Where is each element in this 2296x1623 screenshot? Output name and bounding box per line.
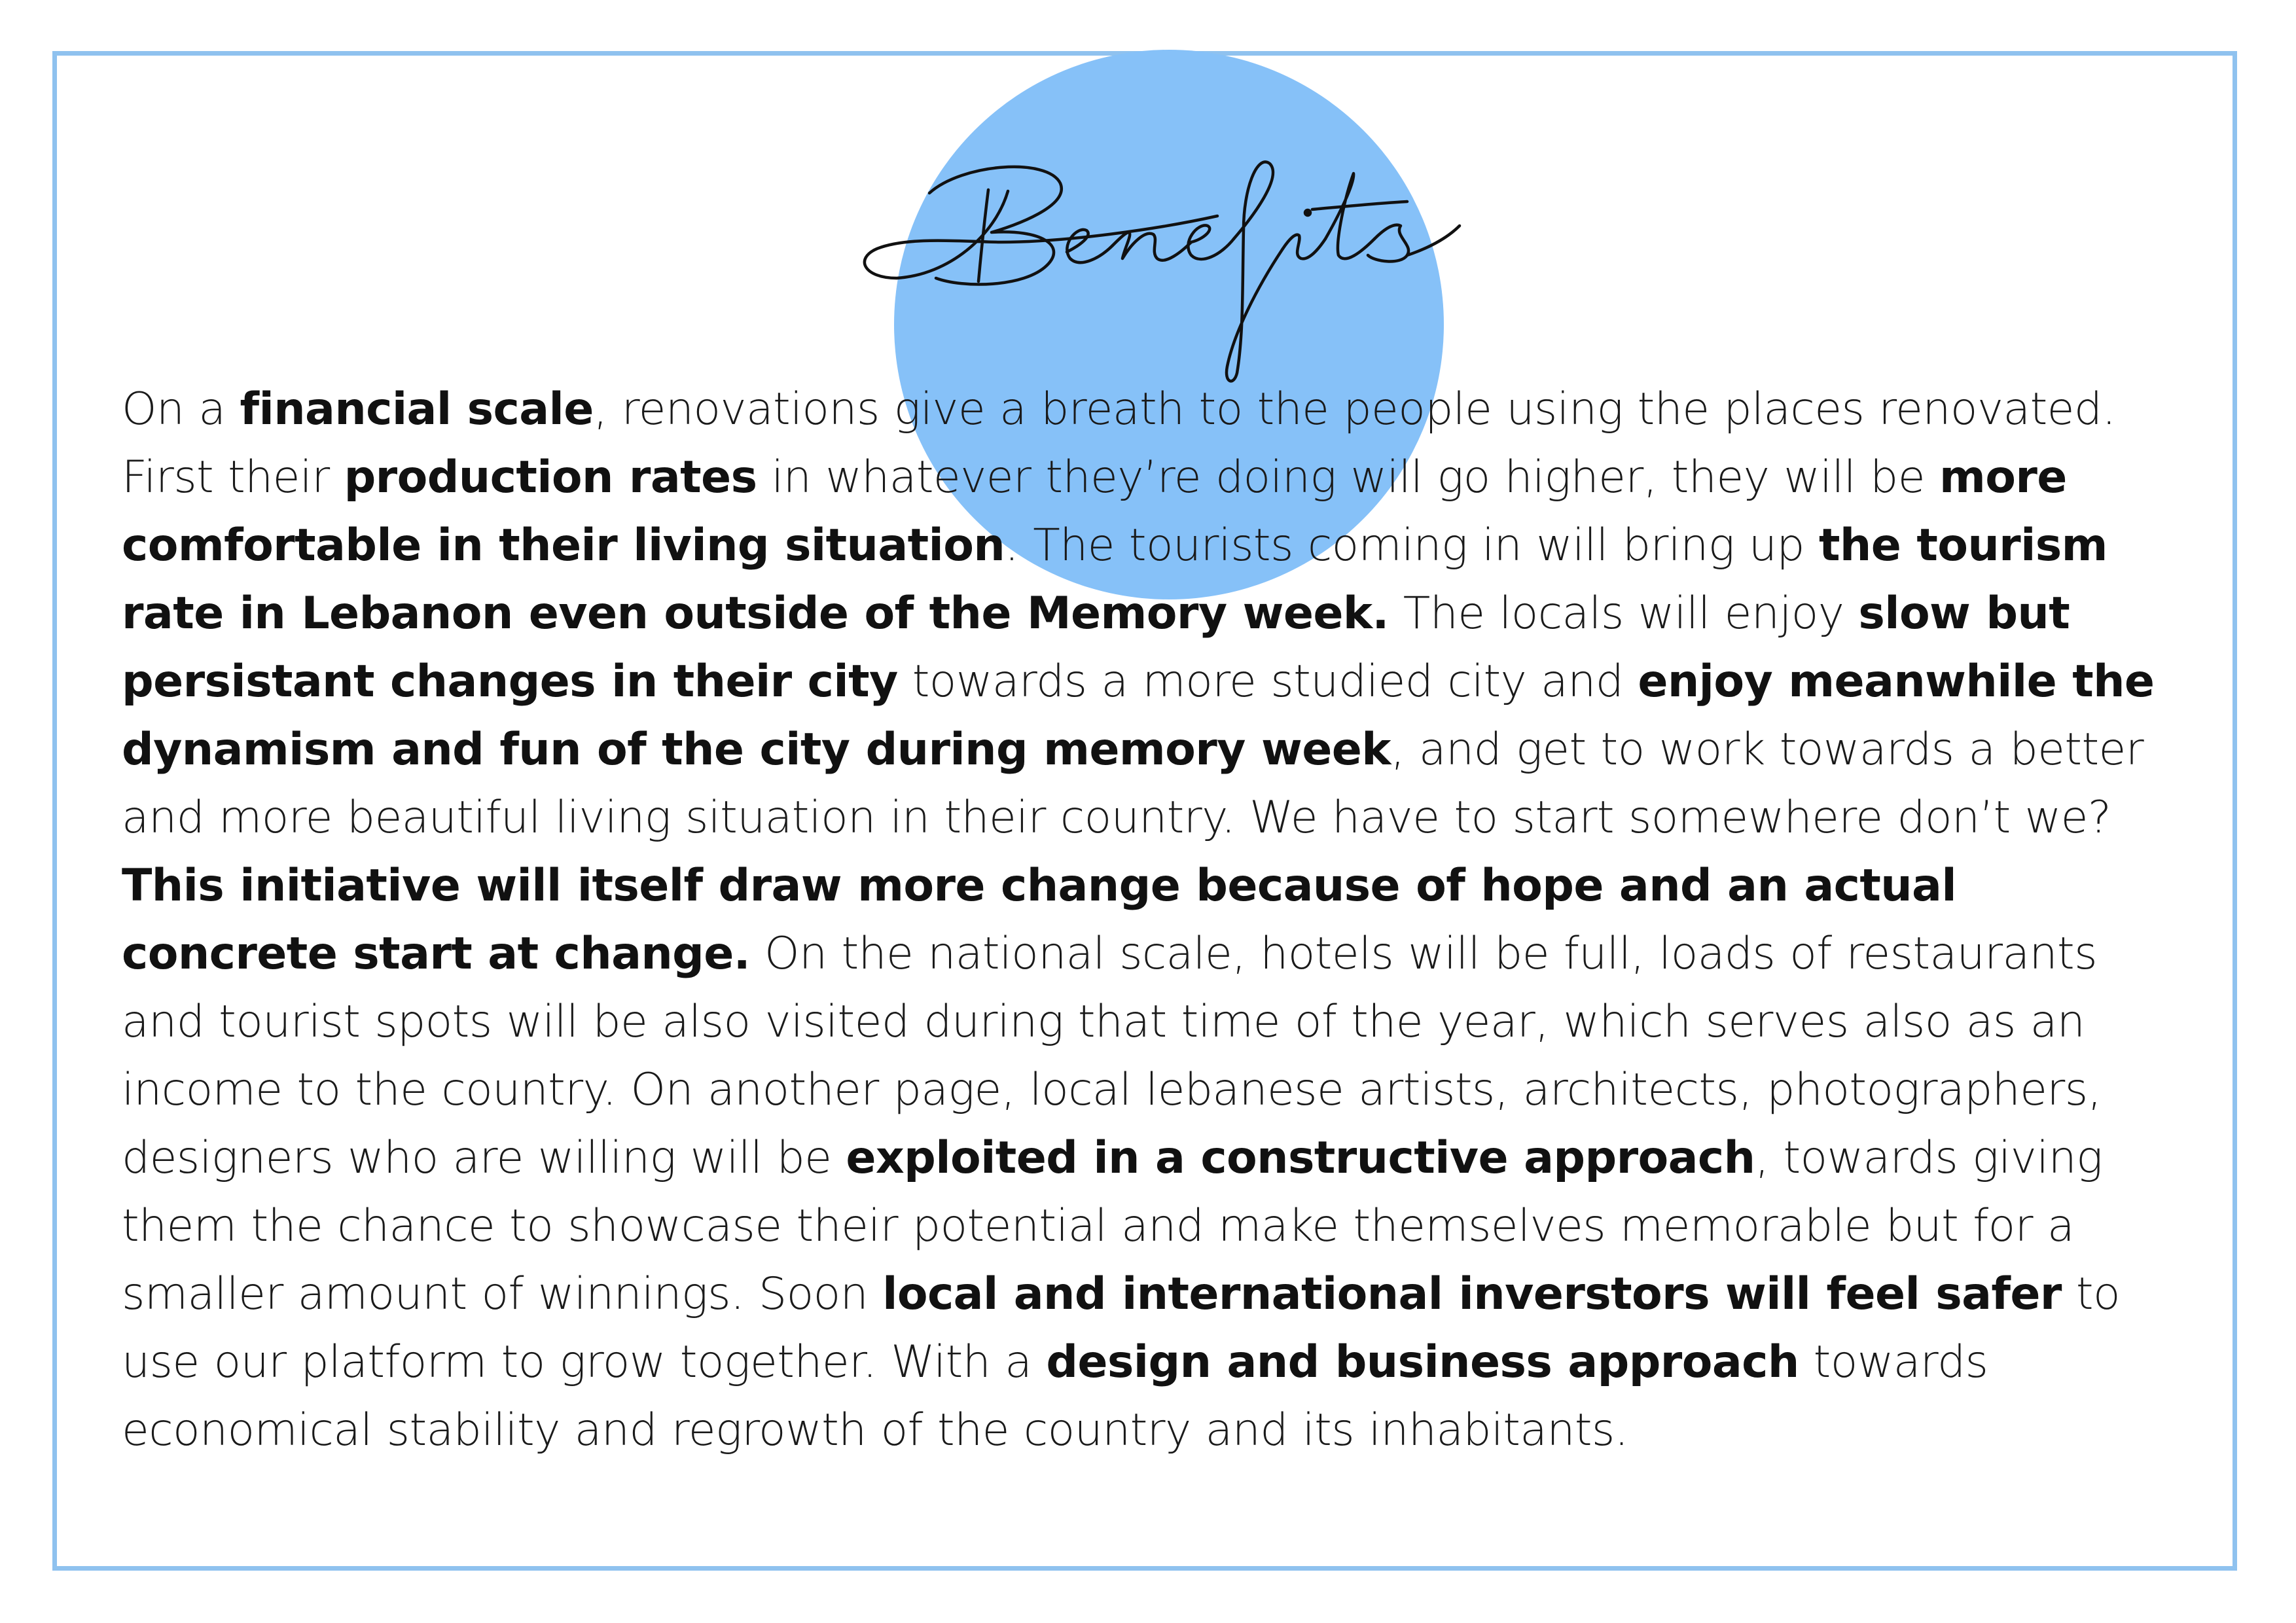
bold-phrase: slow but persistant changes in their city [122,588,2070,707]
text-segment: , and get to work towards a better and more beautiful living situation in their country. We have to start somewhere don’t we? [122,724,2144,844]
bold-phrase: production rates [344,452,757,503]
bold-phrase: exploited in a constructive approach [846,1132,1755,1184]
text-segment: towards economical stability and regrowth of the country and its inhabitants. [122,1336,1988,1456]
bold-phrase: local and international inverstors will feel safer [882,1268,2062,1320]
text-segment: to use our platform to grow together. With a [122,1268,2120,1388]
text-segment: in whatever they’re doing will go higher, they will be [757,452,1939,503]
text-segment: , renovations give a breath to the people using the places renovated. First their [122,383,2116,503]
page-title [851,118,1479,393]
bold-phrase: more comfortable in their living situation [122,452,2067,571]
bold-phrase: the tourism rate in Lebanon even outside of the Memory week. [122,520,2108,639]
text-segment: On a [122,383,240,435]
bold-phrase: financial scale [240,383,594,435]
text-segment: . The tourists coming in will bring up [1005,520,1820,571]
text-segment: towards a more studied city and [897,656,1638,707]
benefits-paragraph [122,376,2181,1465]
text-segment: , towards giving them the chance to showcase their potential and make themselves memorable but for a smaller amount of winnings. Soon [122,1132,2103,1320]
script-title-drawing [851,118,1479,393]
bold-phrase: design and business approach [1046,1336,1799,1388]
text-segment: On the national scale, hotels will be full, loads of restaurants and tourist spots will be also visited during that time of the year, which serves also as an income to the country. On another page, local lebanese artists, architects, photographers, designers who are willing will be [122,928,2102,1184]
bold-phrase: This initiative will itself draw more change because of hope and an actual concrete start at change. [122,860,1957,980]
text-segment: The locals will enjoy [1388,588,1859,639]
bold-phrase: enjoy meanwhile the dynamism and fun of the city during memory week [122,656,2155,776]
